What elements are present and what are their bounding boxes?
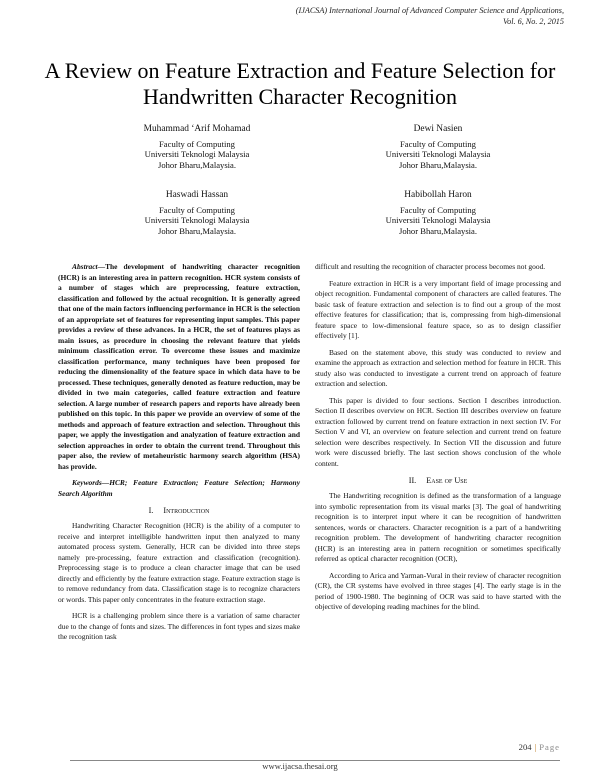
author-dept: Faculty of Computing [400,138,476,149]
intro-paragraph-2-cont: difficult and resulting the recognition of character process becomes not good. [315,262,546,271]
intro-paragraph-4: Based on the statement above, this study was conducted to review and examine the approach as extraction and selection method for feature in HCR. This study also was conducted to investigate a current trend on approach of feature extraction and selection. [315,347,561,388]
author-univ: Universiti Teknologi Malaysia [144,149,250,160]
author-name: Habibollah Haron [404,190,472,200]
author-block-1 [92,124,302,170]
author-name: Haswadi Hassan [165,190,229,200]
author-dept: Faculty of Computing [159,204,235,215]
footer-url: www.ijacsa.thesai.org [262,761,338,771]
author-city: Johor Bharu,Malaysia. [157,159,237,170]
author-block-3 [92,190,302,236]
intro-paragraph-2: HCR is a challenging problem since there is a variation of same character due to the change of fonts and sizes. The differences in font types and sizes make the recognition task [58,611,300,641]
page-separator: | [534,742,537,752]
author-univ: Universiti Teknologi Malaysia [385,149,491,160]
section-heading-ease-of-use [315,475,561,486]
journal-volume: Vol. 6, No. 2, 2015 [503,16,564,26]
section-title: Introduction [163,506,210,515]
author-dept: Faculty of Computing [159,138,235,149]
author-block-2 [333,124,543,170]
intro-paragraph-1: Handwriting Character Recognition (HCR) is the ability of a computer to receive and interpret intelligible handwritten input then analyzed to many automated process system. Generally, HCR can be divided into three steps namely pre-processing, feature extraction and classification (recognition). Preprocessing stage is to produce a clean character image that can be used directly and efficiently by the feature extraction stage. Feature extraction stage is to remove redundancy from data. Classification stage is to recognize characters or words. This paper only concentrates in the feature extraction stage. [58,521,300,604]
section-heading-intro [58,505,300,516]
abstract-text: —The development of handwriting character recognition (HCR) is an interesting area in pattern recognition. HCR system consists of a number of stages which are preprocessing, feature extraction, classification and followed by the actual recognition. It is generally agreed that one of the main factors influencing performance in HCR is the selection of an appropriate set of features for representing input samples. This paper provides a review of these advances. In a HCR, the set of features plays as main issues, as procedure in choosing the relevant feature that yields minimum classification error. To overcome these issues and maximize classification performance, many techniques have been proposed for reducing the dimensionality of the feature space in which data have to be processed. These techniques, generally denoted as feature reduction, may be divided in two main categories, called feature extraction and feature selection. A large number of research papers and reports have already been published on this topic. In this paper we provide an overview of some of the methods and approach of feature extraction and selection. Throughout this paper, we apply the investigation and analyzation of feature extraction and selection approaches in order to obtain the current trend. Throughout this paper also, the review of metaheuristic harmony search algorithm (HSA) has provide. [58,262,300,471]
section-title: Ease of Use [426,476,468,485]
author-block-4 [333,190,543,236]
author-name: Muhammad ‘Arif Mohamad [143,124,251,134]
journal-name: (IJACSA) International Journal of Advanced Computer Science and Applications, [295,6,564,15]
keywords [58,478,300,499]
author-city: Johor Bharu,Malaysia. [398,159,478,170]
section-number: I. [148,506,154,515]
abstract-label: Abstract [72,262,98,271]
author-name: Dewi Nasien [413,124,463,134]
intro-paragraph-5: This paper is divided to four sections. Section I describes introduction. Section II describes overview on HCR. Section III describes overview on feature extraction followed by current trend on feature extraction in next section IV. For Section V and VI, an overview on feature selection and current trend on feature selection were describes respectively. In Section VII the discussion and future work were discussed briefly. The last section shows conclusion of the whole content. [315,395,561,468]
author-city: Johor Bharu,Malaysia. [157,225,237,236]
right-column [315,262,561,613]
paper-title: A Review on Feature Extraction and Feature Selection for Handwritten Character Recognition [44,58,556,109]
author-dept: Faculty of Computing [400,204,476,215]
intro-paragraph-3: Feature extraction in HCR is a very important field of image processing and object recognition. Fundamental component of characters are called features. The basic task of feature extraction and selection is to find out a group of the most effective features for classification; that is, compressing from high-dimensional feature space to low-dimensional feature space, so as to design classifier effectively [1]. [315,278,561,340]
ease-paragraph-2: According to Arica and Yarman-Vural in their review of character recognition (CR), the CR systems have evolved in three stages [4]. The early stage is in the period of 1900-1980. The beginning of OCR was said to have started with the objective of developing reading machines for the blind. [315,570,561,611]
left-column [58,262,300,643]
author-univ: Universiti Teknologi Malaysia [144,215,250,226]
abstract [58,262,300,472]
ease-paragraph-1: The Handwriting recognition is defined as the transformation of a language into symbolic representation from its visual marks [3]. The goal of handwriting recognition is to interpret input where it can be recognition of handwritten sentences, words or characters. Character recognition is a part of a handwriting recognition problem. The development of handwriting character recognition (HCR) is an interesting area in pattern recognition or sometimes specifically referred as optical character recognition (OCR), [315,491,561,563]
page-word: Page [539,742,560,752]
page-number [519,742,560,752]
journal-header [164,6,564,27]
page-number-value: 204 [518,742,532,752]
author-city: Johor Bharu,Malaysia. [398,225,478,236]
author-univ: Universiti Teknologi Malaysia [385,215,491,226]
section-number: II. [408,476,417,485]
keywords-label: Keywords [72,478,102,487]
keywords-text: —HCR; Feature Extraction; Feature Selection; Harmony Search Algorithm [58,478,300,498]
